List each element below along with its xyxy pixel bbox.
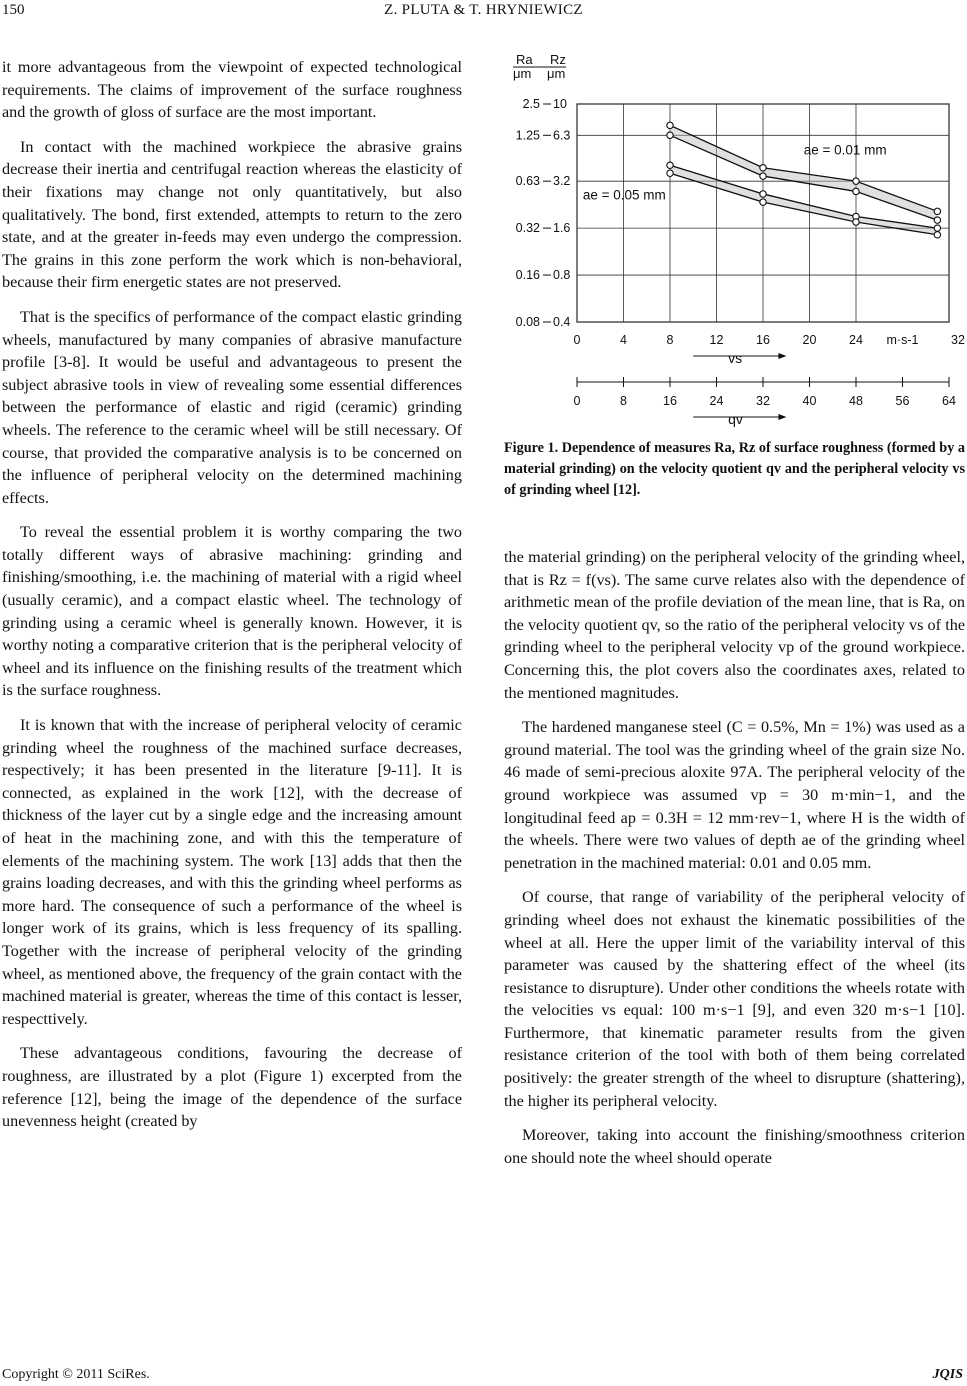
data-point — [667, 132, 673, 138]
paragraph: it more advantageous from the viewpoint of expected technological requirements. The claims of improvement of the surface roughness and the growth of gloss of surface are the most important. — [2, 58, 462, 122]
data-point — [934, 208, 940, 214]
x-tick-label-qv: 56 — [895, 394, 910, 408]
copyright-notice: Copyright © 2011 SciRes. — [2, 1367, 150, 1382]
annotation-label: ae = 0.05 mm — [582, 187, 666, 203]
paragraph: That is the specifics of performance of the compact elastic grinding wheels, manufactured by many companies of abrasive manufacture profile [3-8]. It would be useful and advantageous to present the subject abrasive tools in view of revealing some essential differences between the performance of elastic and rigid (ceramic) grinding wheels. The reference to the ceramic wheel will be still necessary. Of course, that provided the comparative analysis is to be concerned on the influence of peripheral velocity on the determined machining effects. — [2, 307, 462, 507]
x-tick-label-vs: 24 — [849, 333, 863, 347]
paragraph: To reveal the essential problem it is worthy comparing the two totally different ways of abrasive machining: grinding and finishing/smoothing, i.e. the machining of material with a rigid wheel (usually ceramic), and a compact elastic wheel. The technology of grinding using a ceramic wheel is generally known. However, it is worthy noting a comparative criterion that is the peripheral velocity of wheel and its influence on the finishing results of the treatment which is the surface roughness. — [2, 523, 462, 700]
data-point — [853, 219, 859, 225]
x-axis-unit-vs: m·s-1 — [886, 333, 919, 347]
paragraph: In contact with the machined workpiece the abrasive grains decrease their inertia and centrifugal reaction whereas the elasticity of their fixations may change not only quantitatively, but also qualitatively. The bond, first extended, attempts to return to the zero state, and at the greater in-feeds may even undergo the compression. The grains in this zone perform the work which is non-behavioral, because their firm energetic states are not preserved. — [2, 137, 462, 292]
data-point — [760, 173, 766, 179]
data-point — [934, 217, 940, 223]
paragraph: The hardened manganese steel (C = 0.5%, Mn = 1%) was used as a ground material. The tool was the grinding wheel of the grain size No. 46 made of semi-precious aloxite 97A. The peripheral velocity of the ground workpiece was assumed vp = 30 m·min−1, and the longitudinal feed ap = 0.3H = 12 mm·rev−1, where H is the width of the wheels. There were two values of depth ae of the grinding wheel penetration in the machined material: 0.01 and 0.05 mm. — [504, 718, 965, 872]
y-tick-label-rz: 0.8 — [553, 268, 571, 283]
page-number: 150 — [2, 2, 25, 18]
running-header: Z. PLUTA & T. HRYNIEWICZ — [384, 2, 583, 18]
y-tick-label-ra: 2.5 — [522, 97, 540, 111]
figure-caption: Figure 1. Dependence of measures Ra, Rz of surface roughness (formed by a material grinding) on the velocity quotient qv and the peripheral velocity vs of grinding wheel [12]. — [504, 440, 965, 498]
paragraph: Moreover, taking into account the finishing/smoothness criterion one should note the wheel should operate — [504, 1126, 965, 1167]
data-point — [760, 199, 766, 205]
chart-series — [667, 122, 941, 238]
x-axis-arrowhead-qv — [778, 414, 786, 420]
y-tick-label-ra: 0.08 — [515, 315, 540, 329]
y-axis-unit-ra: μm — [513, 66, 532, 81]
paragraph: It is known that with the increase of peripheral velocity of ceramic grinding wheel the roughness of the machined surface decreases, respectively; it has been presented in the literature [9-11]. It is connected, as explained in the work [12], with the decrease of thickness of the layer cut by a single edge and the increasing amount of heat in the machining zone, and with this the temperature of elements of the machining system. The work [13] adds that then the grains loading decreases, and with this the grinding wheel performs as more hard. The consequence of such a performance of the wheel is longer work of its grains, which is less frequency of its spalling. Together with the increase of peripheral velocity of the grinding wheel, as mentioned above, the frequency of the grain contact with the machined material is greater, whereas the time of this contact is lesser, respecttively. — [2, 716, 462, 1028]
roughness-chart — [504, 52, 965, 436]
y-axis-unit-rz: μm — [547, 66, 566, 81]
data-point — [934, 232, 940, 238]
paragraph: These advantageous conditions, favouring the decrease of roughness, are illustrated by a plot (Figure 1) excerpted from the reference [12], being the image of the dependence of the surface unevenness height (created by — [2, 1044, 462, 1131]
x-tick-label-qv: 16 — [663, 394, 677, 408]
data-point — [760, 191, 766, 197]
data-point — [667, 170, 673, 176]
x-tick-label-vs: 0 — [573, 333, 581, 347]
x-tick-label-vs: 8 — [666, 333, 674, 347]
y-tick-label-rz: 1.6 — [553, 221, 571, 236]
annotation-label: ae = 0.01 mm — [803, 142, 887, 158]
data-point — [760, 165, 766, 171]
x-tick-label-vs: 12 — [709, 333, 724, 347]
y-tick-label-ra: 0.16 — [515, 268, 540, 283]
chart-ticks — [516, 97, 965, 427]
data-point — [934, 225, 940, 231]
x-tick-label-qv: 48 — [849, 394, 863, 408]
x-tick-label-vs: 32 — [951, 333, 965, 347]
x-axis-label-qv: qv — [728, 411, 743, 427]
x-axis-label-vs: vs — [728, 350, 743, 366]
left-column — [2, 56, 462, 1145]
y-axis-label-ra: Ra — [516, 52, 533, 67]
x-tick-label-qv: 24 — [709, 394, 724, 408]
y-tick-label-rz: 0.4 — [553, 315, 571, 329]
data-point — [667, 122, 673, 128]
journal-abbrev: JQIS — [932, 1367, 963, 1382]
x-axis-arrowhead-vs — [778, 353, 786, 359]
data-point — [853, 188, 859, 194]
x-tick-label-vs: 20 — [802, 333, 817, 347]
paragraph: the material grinding) on the peripheral velocity of the grinding wheel, that is Rz = f(vs). The same curve relates also with the dependence of arithmetic mean of the profile deviation of the mean line, that is Ra, on the velocity quotient qv, so the ratio of the peripheral velocity vs of the grinding wheel to the peripheral velocity vp of the ground workpiece. Concerning this, the plot covers also the coordinates axes, related to the mentioned magnitudes. — [504, 548, 965, 702]
y-tick-label-rz: 3.2 — [553, 174, 571, 189]
y-tick-label-ra: 1.25 — [515, 128, 540, 143]
right-column — [504, 546, 965, 1181]
x-tick-label-qv: 32 — [756, 394, 770, 408]
paragraph: Of course, that range of variability of the peripheral velocity of grinding wheel does not exhaust the kinematic possibilities of the wheel at all. Here the upper limit of the variability interval of this parameter was caused by the shattering effect of the wheel (its resistance to disrupture). Under other conditions the wheels rotate with the velocities vs equal: 100 m·s−1 [9], and even 320 m·s−1 [10]. Furthermore, that kinematic parameter results from the given resistance criterion of the tool with both of them being correlated positively: the greater strength of the wheel to disrupture (shattering), the higher its peripheral velocity. — [504, 888, 965, 1110]
y-axis-label-rz: Rz — [550, 52, 566, 67]
data-point — [853, 178, 859, 184]
x-tick-label-vs: 16 — [756, 333, 770, 347]
x-tick-label-qv: 0 — [573, 394, 581, 408]
x-tick-label-qv: 40 — [802, 394, 817, 408]
y-tick-label-rz: 10 — [553, 97, 567, 111]
chart-grid — [577, 104, 949, 322]
figure-1 — [504, 52, 965, 436]
y-tick-label-ra: 0.63 — [515, 174, 540, 189]
x-tick-label-vs: 4 — [620, 333, 627, 347]
x-tick-label-qv: 64 — [942, 394, 956, 408]
x-tick-label-qv: 8 — [620, 394, 627, 408]
y-tick-label-ra: 0.32 — [515, 221, 540, 236]
data-point — [667, 162, 673, 168]
y-tick-label-rz: 6.3 — [553, 128, 571, 143]
